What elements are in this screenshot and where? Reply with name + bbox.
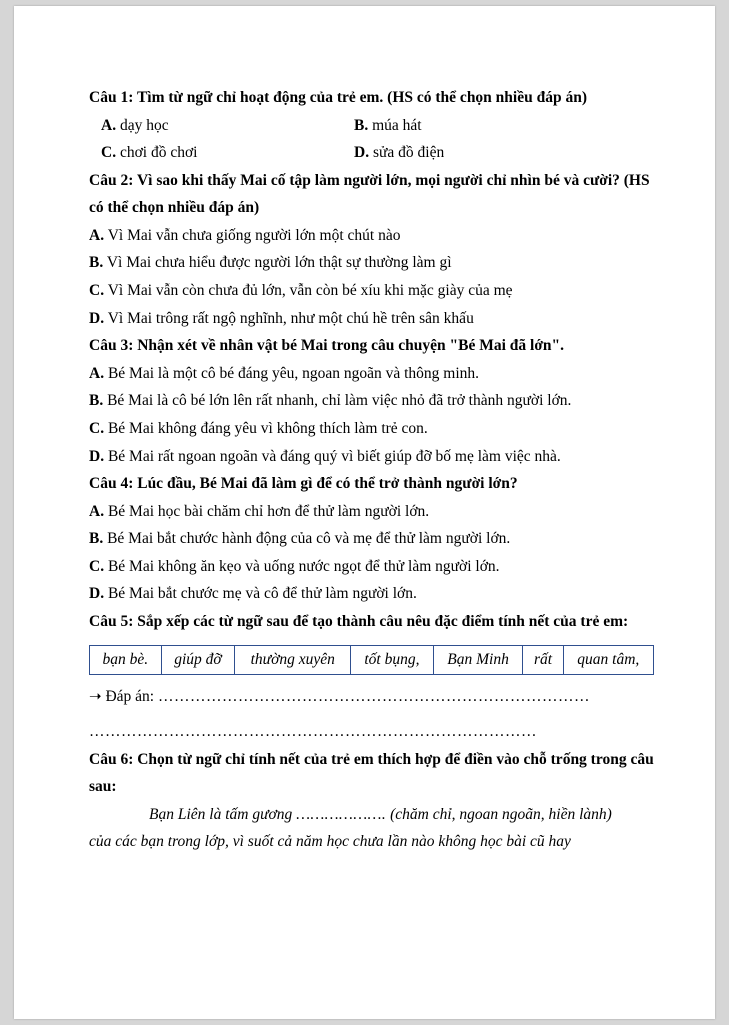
question-1-heading: Câu 1: Tìm từ ngữ chỉ hoạt động của trẻ em. (HS có thể chọn nhiều đáp án) (89, 89, 587, 106)
option-text: chơi đồ chơi (119, 144, 198, 162)
sentence-hint: (chăm chỉ, ngoan ngoãn, hiền lành) (390, 805, 612, 823)
word-bank-row (90, 645, 654, 674)
option-label: A. (101, 116, 117, 134)
option-label: C. (89, 557, 105, 575)
option-text: Vì Mai trông rất ngộ nghĩnh, như một chú hề trên sân khấu (107, 309, 474, 327)
option-label: A. (89, 502, 105, 520)
question-2 (89, 167, 654, 332)
option-text: Bé Mai học bài chăm chỉ hơn để thử làm người lớn. (107, 502, 430, 520)
answer-prefix: Đáp án: (105, 687, 155, 705)
option-label: C. (101, 144, 117, 162)
answer-dots: ……………………………………………………………………… (157, 687, 590, 705)
question-2-option-a[interactable] (89, 222, 654, 250)
word-bank-cell[interactable]: thường xuyên (235, 645, 351, 674)
option-label: D. (89, 447, 105, 465)
question-2-option-d[interactable] (89, 305, 654, 333)
question-3-option-a[interactable] (89, 360, 654, 388)
option-label: A. (89, 226, 105, 244)
sentence-blank: ………………. (296, 805, 387, 823)
question-6-sentence-line-2 (89, 828, 654, 856)
question-1 (89, 84, 654, 167)
word-bank-cell[interactable]: giúp đỡ (161, 645, 235, 674)
option-text: Bé Mai là một cô bé đáng yêu, ngoan ngoãn và thông minh. (107, 364, 480, 382)
question-1-option-d[interactable] (354, 139, 654, 167)
option-label: B. (89, 254, 104, 272)
word-bank-cell[interactable]: bạn bè. (90, 645, 162, 674)
option-text: Bé Mai bắt chước mẹ và cô để thử làm người lớn. (107, 585, 417, 603)
question-3-option-b[interactable] (89, 387, 654, 415)
question-1-options-row-2 (89, 139, 654, 167)
option-text: Vì Mai chưa hiểu được người lớn thật sự thường làm gì (106, 254, 452, 272)
option-text: múa hát (372, 116, 422, 134)
question-2-heading: Câu 2: Vì sao khi thấy Mai cố tập làm người lớn, mọi người chỉ nhìn bé và cười? (HS có thể chọn nhiều đáp án) (89, 171, 650, 217)
document-content (89, 84, 654, 856)
option-text: Vì Mai vẫn chưa giống người lớn một chút nào (107, 226, 401, 244)
question-2-option-b[interactable] (89, 249, 654, 277)
sentence-part-2: của các bạn trong lớp, vì suốt cả năm học chưa lần nào không học bài cũ hay (89, 833, 571, 851)
word-bank-cell[interactable]: Bạn Minh (433, 645, 523, 674)
word-bank-cell[interactable]: quan tâm, (563, 645, 653, 674)
option-label: B. (89, 530, 104, 548)
question-5-heading: Câu 5: Sắp xếp các từ ngữ sau để tạo thành câu nêu đặc điểm tính nết của trẻ em: (89, 612, 629, 630)
question-6-heading: Câu 6: Chọn từ ngữ chỉ tính nết của trẻ em thích hợp để điền vào chỗ trống trong câu sau: (89, 750, 654, 796)
question-5-answer-line-2[interactable] (89, 718, 654, 746)
arrow-right-icon: ➝ (89, 686, 102, 705)
option-text: Bé Mai bắt chước hành động của cô và mẹ để thử làm người lớn. (107, 530, 511, 548)
option-text: dạy học (119, 116, 169, 134)
option-text: Bé Mai không đáng yêu vì không thích làm trẻ con. (107, 419, 428, 437)
question-4-heading: Câu 4: Lúc đầu, Bé Mai đã làm gì để có thể trở thành người lớn? (89, 475, 518, 493)
option-text: Vì Mai vẫn còn chưa đủ lớn, vẫn còn bé xíu khi mặc giày của mẹ (107, 282, 513, 300)
question-6 (89, 746, 654, 856)
option-label: C. (89, 419, 105, 437)
sentence-part-1: Bạn Liên là tấm gương (149, 805, 293, 823)
answer-dots: ………………………………………………………………………… (89, 723, 537, 741)
question-4-option-b[interactable] (89, 525, 654, 553)
question-1-option-b[interactable] (354, 112, 654, 140)
question-5-answer-line-1[interactable] (89, 683, 654, 711)
question-2-option-c[interactable] (89, 277, 654, 305)
question-3 (89, 332, 654, 470)
option-label: C. (89, 282, 105, 300)
option-text: Bé Mai không ăn kẹo và uống nước ngọt để thử làm người lớn. (107, 557, 500, 575)
question-4 (89, 470, 654, 608)
question-3-option-d[interactable] (89, 443, 654, 471)
question-1-options-row-1 (89, 112, 654, 140)
question-5-word-bank (89, 645, 654, 675)
option-label: D. (89, 585, 105, 603)
question-1-option-a[interactable] (89, 112, 354, 140)
word-bank-cell[interactable]: rất (523, 645, 563, 674)
option-text: sửa đồ điện (372, 144, 445, 162)
option-label: A. (89, 364, 105, 382)
question-6-sentence-line-1[interactable] (89, 801, 654, 829)
question-4-option-d[interactable] (89, 580, 654, 608)
word-bank-cell[interactable]: tốt bụng, (351, 645, 433, 674)
question-4-option-a[interactable] (89, 498, 654, 526)
option-text: Bé Mai là cô bé lớn lên rất nhanh, chỉ làm việc nhỏ đã trở thành người lớn. (107, 392, 572, 410)
option-label: D. (354, 144, 370, 162)
question-1-option-c[interactable] (89, 139, 354, 167)
question-5 (89, 608, 654, 746)
document-page (14, 6, 715, 1019)
option-label: B. (89, 392, 104, 410)
option-label: D. (89, 309, 105, 327)
option-text: Bé Mai rất ngoan ngoãn và đáng quý vì biết giúp đỡ bố mẹ làm việc nhà. (107, 447, 561, 465)
option-label: B. (354, 116, 369, 134)
question-3-option-c[interactable] (89, 415, 654, 443)
question-3-heading: Câu 3: Nhận xét về nhân vật bé Mai trong câu chuyện "Bé Mai đã lớn". (89, 337, 565, 355)
question-4-option-c[interactable] (89, 553, 654, 581)
